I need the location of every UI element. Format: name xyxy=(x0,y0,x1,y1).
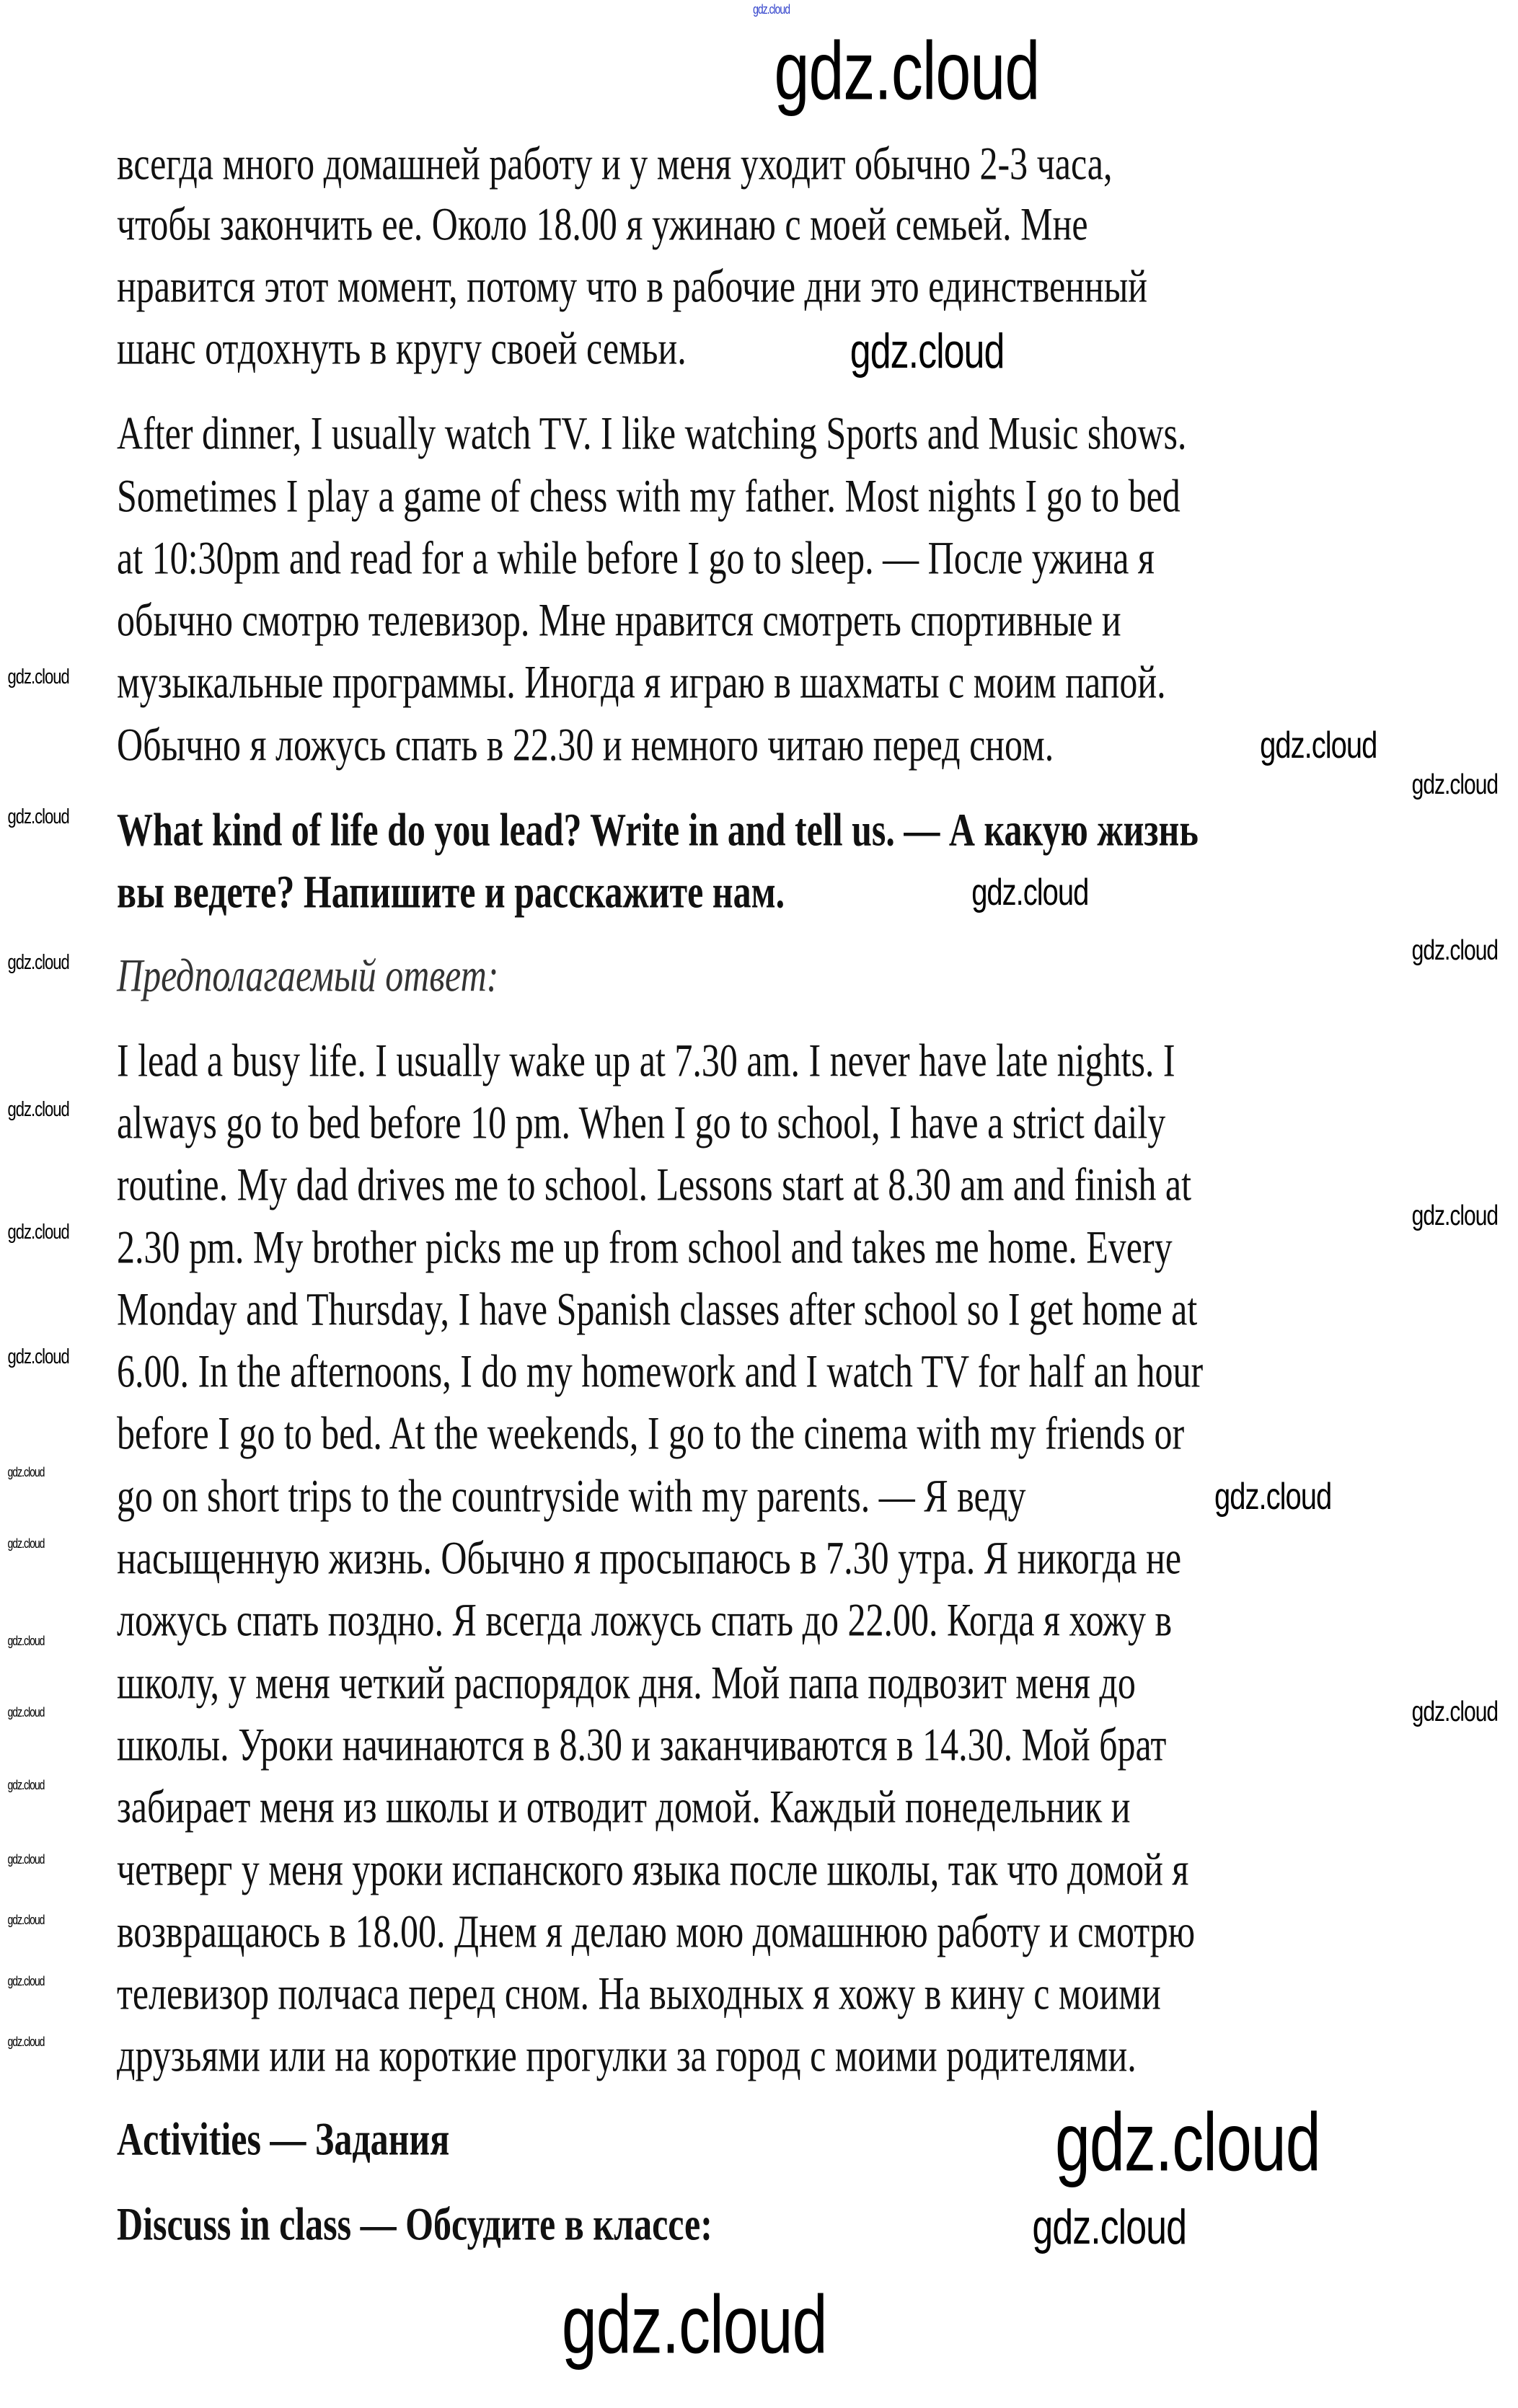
text-line: before I go to bed. At the weekends, I go to the cinema with my friends or xyxy=(117,1407,1185,1460)
text-line: школу, у меня четкий распорядок дня. Мой папа подвозит меня до xyxy=(117,1655,1136,1709)
watermark-text: gdz.cloud xyxy=(7,1776,45,1792)
heading-line: Activities — Задания xyxy=(117,2112,450,2166)
heading-line: Discuss in class — Обсудите в классе: xyxy=(117,2197,712,2250)
watermark-text: gdz.cloud xyxy=(7,1704,45,1719)
heading-line: What kind of life do you lead? Write in and tell us. — А какую жизнь xyxy=(117,802,1199,856)
text-line: всегда много домашней работу и у меня уходит обычно 2-3 часа, xyxy=(117,136,1113,190)
watermark-text: gdz.cloud xyxy=(774,23,1040,117)
watermark-text: gdz.cloud xyxy=(1411,1200,1499,1231)
text-line: музыкальные программы. Иногда я играю в шахматы с моим папой. xyxy=(117,655,1166,709)
watermark-text: gdz.cloud xyxy=(7,1220,69,1244)
text-line: чтобы закончить ее. Около 18.00 я ужинаю с моей семьей. Мне xyxy=(117,197,1088,250)
watermark-text: gdz.cloud xyxy=(1032,2200,1186,2255)
watermark-text: gdz.cloud xyxy=(7,1345,69,1368)
text-line: I lead a busy life. I usually wake up at 7.30 am. I never have late nights. I xyxy=(117,1033,1175,1086)
text-line: Обычно я ложусь спать в 22.30 и немного читаю перед сном. xyxy=(117,717,1054,771)
watermark-text: gdz.cloud xyxy=(971,872,1089,913)
watermark-text: gdz.cloud xyxy=(1411,934,1499,966)
text-line: Monday and Thursday, I have Spanish classes after school so I get home at xyxy=(117,1282,1198,1335)
watermark-text: gdz.cloud xyxy=(7,1097,69,1121)
text-line: четверг у меня уроки испанского языка после школы, так что домой я xyxy=(117,1842,1189,1895)
text-line: забирает меня из школы и отводит домой. Каждый понедельник и xyxy=(117,1780,1131,1833)
text-line: at 10:30pm and read for a while before I go to sleep. — После ужина я xyxy=(117,531,1155,584)
watermark-text: gdz.cloud xyxy=(850,324,1005,379)
answer-label: Предполагаемый ответ: xyxy=(117,948,499,1001)
watermark-text: gdz.cloud xyxy=(1214,1476,1332,1518)
watermark-text: gdz.cloud xyxy=(7,950,69,974)
heading-line: вы ведете? Напишите и расскажите нам. xyxy=(117,864,785,918)
text-line: школы. Уроки начинаются в 8.30 и заканчиваются в 14.30. Мой брат xyxy=(117,1717,1167,1771)
text-line: обычно смотрю телевизор. Мне нравится смотреть спортивные и xyxy=(117,593,1121,646)
watermark-text: gdz.cloud xyxy=(7,664,69,689)
watermark-text: gdz.cloud xyxy=(561,2277,827,2371)
text-line: возвращаюсь в 18.00. Днем я делаю мою домашнюю работу и смотрю xyxy=(117,1904,1196,1957)
watermark-text: gdz.cloud xyxy=(7,1632,45,1648)
watermark-text: gdz.cloud xyxy=(1054,2095,1320,2188)
watermark-text: gdz.cloud xyxy=(1260,725,1377,766)
text-line: нравится этот момент, потому что в рабочие дни это единственный xyxy=(117,260,1148,312)
watermark-text: gdz.cloud xyxy=(1411,769,1499,801)
watermark-text: gdz.cloud xyxy=(7,804,69,828)
text-line: ложусь спать поздно. Я всегда ложусь спать до 22.00. Когда я хожу в xyxy=(117,1593,1173,1647)
text-line: always go to bed before 10 pm. When I go to school, I have a strict daily xyxy=(117,1095,1166,1148)
text-line: routine. My dad drives me to school. Lessons start at 8.30 am and finish at xyxy=(117,1158,1192,1211)
watermark-text: gdz.cloud xyxy=(7,1912,45,1928)
text-line: 2.30 pm. My brother picks me up from school and takes me home. Every xyxy=(117,1220,1173,1273)
text-line: насыщенную жизнь. Обычно я просыпаюсь в 7.30 утра. Я никогда не xyxy=(117,1531,1182,1584)
watermark-text: gdz.cloud xyxy=(7,2033,45,2049)
text-line: шанс отдохнуть в кругу своей семьи. xyxy=(117,322,687,375)
watermark-text: gdz.cloud xyxy=(7,1536,45,1552)
text-line: телевизор полчаса перед сном. На выходных я хожу в кину с моими xyxy=(117,1967,1161,2019)
watermark-text: gdz.cloud xyxy=(7,1464,45,1480)
text-line: друзьями или на короткие прогулки за город с моими родителями. xyxy=(117,2029,1137,2082)
watermark-text: gdz.cloud xyxy=(753,1,790,17)
watermark-text: gdz.cloud xyxy=(1411,1696,1499,1728)
watermark-text: gdz.cloud xyxy=(7,1973,45,1988)
text-line: After dinner, I usually watch TV. I like watching Sports and Music shows. xyxy=(117,407,1187,460)
text-line: 6.00. In the afternoons, I do my homework and I watch TV for half an hour xyxy=(117,1345,1204,1397)
watermark-text: gdz.cloud xyxy=(7,1851,45,1867)
text-line: go on short trips to the countryside with my parents. — Я веду xyxy=(117,1469,1026,1522)
text-line: Sometimes I play a game of chess with my father. Most nights I go to bed xyxy=(117,469,1181,522)
